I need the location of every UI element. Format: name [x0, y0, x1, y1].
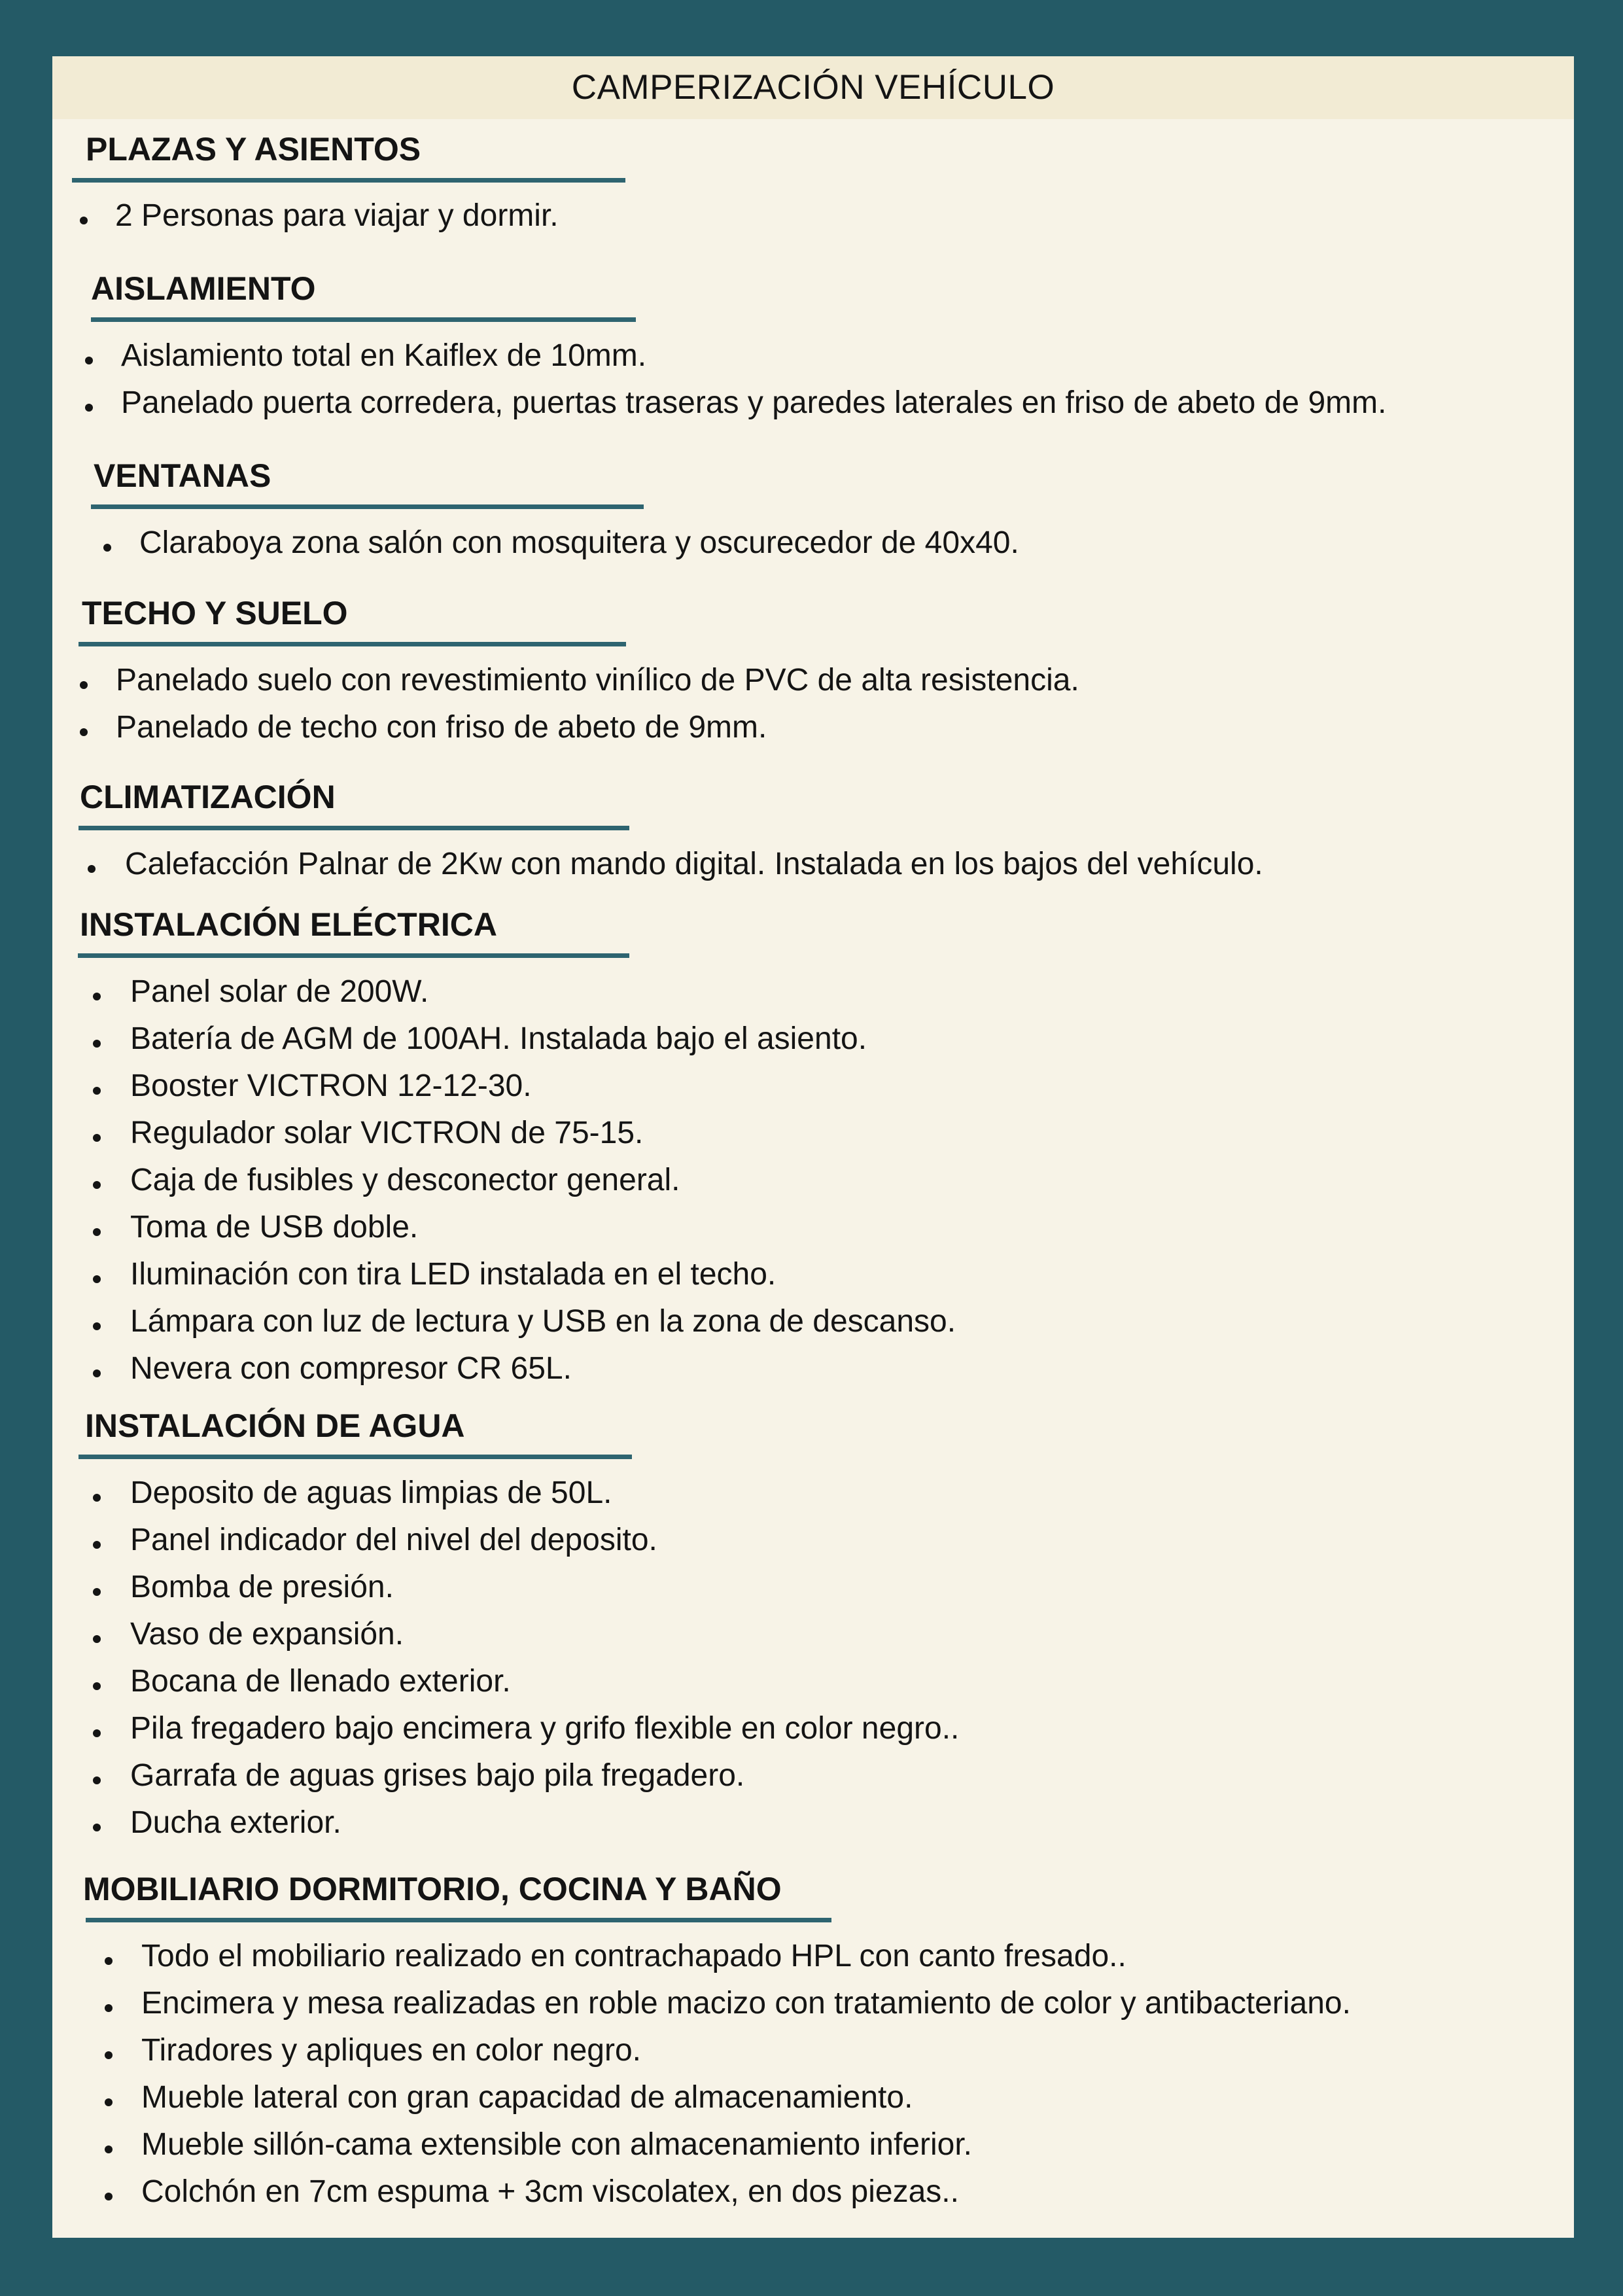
list-item: Batería de AGM de 100AH. Instalada bajo el asiento.: [130, 1021, 867, 1056]
section-heading: CLIMATIZACIÓN: [80, 779, 336, 815]
spec-sheet: [52, 56, 1574, 2238]
bullet-icon: [93, 1824, 101, 1831]
list-item: Pila fregadero bajo encimera y grifo flexible en color negro..: [130, 1711, 960, 1746]
bullet-icon: [93, 1275, 101, 1283]
page-title: CAMPERIZACIÓN VEHÍCULO: [52, 56, 1574, 119]
bullet-icon: [105, 2004, 113, 2012]
bullet-icon: [105, 2146, 113, 2153]
section-heading: INSTALACIÓN DE AGUA: [85, 1407, 465, 1444]
section-divider: [79, 642, 626, 646]
list-item: Encimera y mesa realizadas en roble macizo con tratamiento de color y antibacteriano.: [141, 1986, 1351, 2021]
bullet-icon: [88, 865, 96, 873]
bullet-icon: [93, 1635, 101, 1643]
list-item: 2 Personas para viajar y dormir.: [115, 198, 559, 233]
section-heading: VENTANAS: [94, 457, 271, 494]
list-item: Vaso de expansión.: [130, 1617, 404, 1651]
bullet-icon: [93, 1729, 101, 1737]
bullet-icon: [93, 1087, 101, 1095]
bullet-icon: [93, 993, 101, 1000]
list-item: Panelado de techo con friso de abeto de 9mm.: [116, 710, 767, 745]
bullet-icon: [93, 1228, 101, 1236]
section-divider: [79, 1455, 632, 1459]
list-item: Panelado suelo con revestimiento vinílico de PVC de alta resistencia.: [116, 663, 1079, 698]
bullet-icon: [93, 1181, 101, 1189]
section-heading: TECHO Y SUELO: [82, 595, 348, 631]
list-item: Mueble lateral con gran capacidad de almacenamiento.: [141, 2080, 913, 2115]
list-item: Deposito de aguas limpias de 50L.: [130, 1475, 612, 1510]
section-divider: [91, 317, 636, 322]
section-divider: [91, 504, 644, 509]
bullet-icon: [93, 1322, 101, 1330]
bullet-icon: [93, 1776, 101, 1784]
section-divider: [86, 1918, 831, 1922]
list-item: Bomba de presión.: [130, 1570, 394, 1604]
bullet-icon: [105, 2051, 113, 2059]
section-divider: [78, 953, 629, 958]
list-item: Booster VICTRON 12-12-30.: [130, 1069, 532, 1103]
list-item: Aislamiento total en Kaiflex de 10mm.: [121, 338, 647, 373]
bullet-icon: [103, 544, 111, 552]
list-item: Bocana de llenado exterior.: [130, 1664, 511, 1699]
list-item: Panel indicador del nivel del deposito.: [130, 1523, 657, 1557]
bullet-icon: [93, 1134, 101, 1142]
bullet-icon: [93, 1369, 101, 1377]
list-item: Panel solar de 200W.: [130, 974, 429, 1009]
list-item: Iluminación con tira LED instalada en el techo.: [130, 1257, 777, 1292]
bullet-icon: [105, 2193, 113, 2200]
bullet-icon: [93, 1541, 101, 1549]
list-item: Caja de fusibles y desconector general.: [130, 1163, 680, 1197]
list-item: Panelado puerta corredera, puertas traseras y paredes laterales en friso de abeto de 9mm.: [121, 385, 1387, 420]
bullet-icon: [93, 1494, 101, 1502]
list-item: Toma de USB doble.: [130, 1210, 419, 1245]
bullet-icon: [85, 404, 93, 412]
bullet-icon: [93, 1682, 101, 1690]
bullet-icon: [93, 1588, 101, 1596]
list-item: Mueble sillón-cama extensible con almacenamiento inferior.: [141, 2127, 972, 2162]
bullet-icon: [105, 2098, 113, 2106]
section-heading: PLAZAS Y ASIENTOS: [86, 131, 421, 168]
list-item: Tiradores y apliques en color negro.: [141, 2033, 641, 2068]
section-divider: [72, 178, 625, 183]
section-heading: MOBILIARIO DORMITORIO, COCINA Y BAÑO: [83, 1871, 782, 1907]
list-item: Regulador solar VICTRON de 75-15.: [130, 1116, 644, 1150]
bullet-icon: [80, 681, 88, 689]
list-item: Garrafa de aguas grises bajo pila fregadero.: [130, 1758, 745, 1793]
list-item: Claraboya zona salón con mosquitera y oscurecedor de 40x40.: [139, 525, 1019, 560]
list-item: Colchón en 7cm espuma + 3cm viscolatex, en dos piezas..: [141, 2174, 959, 2209]
section-heading: AISLAMIENTO: [91, 270, 316, 307]
bullet-icon: [85, 357, 93, 364]
bullet-icon: [93, 1040, 101, 1048]
list-item: Nevera con compresor CR 65L.: [130, 1351, 572, 1386]
list-item: Calefacción Palnar de 2Kw con mando digital. Instalada en los bajos del vehículo.: [125, 847, 1263, 881]
bullet-icon: [105, 1957, 113, 1965]
section-heading: INSTALACIÓN ELÉCTRICA: [80, 906, 497, 943]
list-item: Todo el mobiliario realizado en contrachapado HPL con canto fresado..: [141, 1939, 1126, 1973]
section-divider: [79, 826, 629, 830]
list-item: Lámpara con luz de lectura y USB en la zona de descanso.: [130, 1304, 956, 1339]
bullet-icon: [80, 217, 88, 224]
bullet-icon: [80, 728, 88, 736]
list-item: Ducha exterior.: [130, 1805, 341, 1840]
